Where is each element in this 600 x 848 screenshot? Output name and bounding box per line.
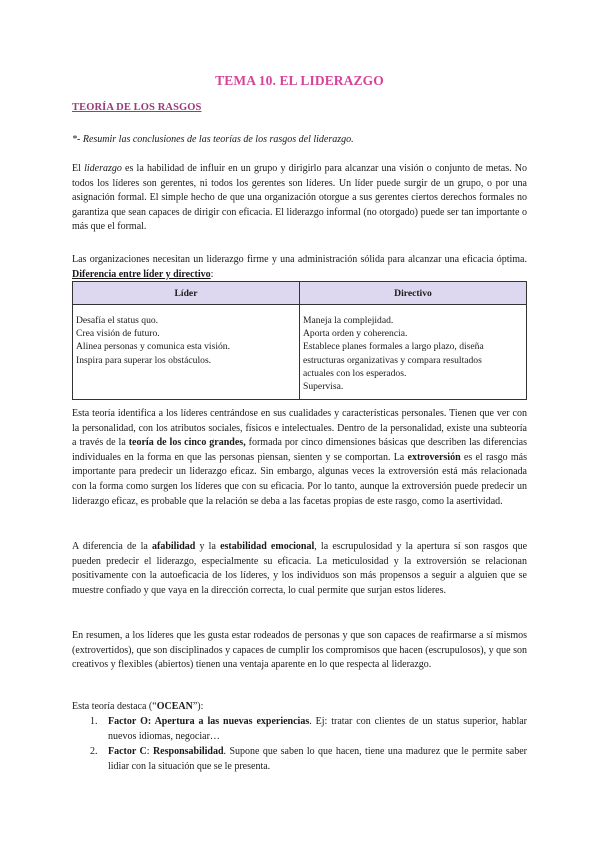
difference-heading: Diferencia entre líder y directivo [72, 268, 211, 280]
page-title: TEMA 10. EL LIDERAZGO [215, 73, 384, 88]
paragraph-summary: En resumen, a los líderes que les gusta estar rodeados de personas y que son capaces de reafirmarse a sí mismos (extrovertidos), que son disciplinados y capaces de cumplir los compromisos que hacen (escrupulosos), y que son creativos y flexibles (abiertos) tienen una ventaja aparente en lo que respecta al liderazgo. [72, 630, 527, 671]
term-ocean: OCEAN [156, 701, 193, 712]
leader-item: Desafía el status quo. [76, 315, 159, 326]
paragraph-traits: A diferencia de la afabilidad y la estabilidad emocional, la escrupulosidad y la apertura sí son rasgos que pueden predecir el liderazgo, especialmente su eficacia. La meticulosidad y la extroversión se relacionan positivamente con la autoeficacia de los líderes, y los individuos son más propensos a seguir a alguien que se muestre confiado y que vaya en la dirección correcta, lo cual permite que surjan estos líderes. [72, 541, 528, 596]
ocean-factor-list [72, 715, 527, 775]
comparison-table [72, 281, 527, 400]
leader-item: Crea visión de futuro. [76, 328, 160, 340]
cell-leader-traits [73, 305, 300, 400]
manager-item: actuales con los esperados. [303, 367, 407, 379]
paragraph-big-five: Esta teoría identifica a los líderes centrándose en sus cualidades y características personales. Tienen que ver con la personalidad, con los atributos sociales, físicos e intelectuales. Dentro de la personalidad, existe una subteoría a través de la teoría de los cinco grandes, formada por cinco dimensiones básicas que describen las diferencias individuales en la forma en que las personas piensan, sienten y se comportan. La extroversión es el rasgo más importante para predecir un liderazgo eficaz. Sin embargo, algunas veces la extroversión está más relacionada con la forma como surgen los líderes que con su eficacia. Por lo tanto, aunque la extroversión puede predecir un liderazgo eficaz, es probable que la relación se deba a las facetas propias de este rasgo, como la asertividad. [72, 408, 527, 507]
factor-c-label: Factor C [108, 746, 147, 758]
term-liderazgo: liderazgo [84, 163, 122, 174]
leader-item: Inspira para superar los obstáculos. [76, 354, 212, 366]
list-number: 1. [90, 716, 98, 727]
header-leader: Líder [73, 282, 300, 305]
term-big-five: teoría de los cinco grandes, [128, 437, 246, 449]
list-number: 2. [90, 746, 98, 758]
term-extroversion: extroversión [407, 451, 461, 463]
section-heading: TEORÍA DE LOS RASGOS [72, 102, 202, 113]
paragraph-definition: El liderazgo es la habilidad de influir en un grupo y dirigirlo para alcanzar una visión o conjunto de metas. No todos los líderes son gerentes, ni todos los gerentes son líderes. Un líder puede surgir de un grupo, o por una asignación formal. El simple hecho de que una organización otorgue a sus gerentes ciertos derechos formales no garantiza que sean capaces de dirigir con eficacia. El liderazgo informal (no otorgado) puede ser tan importante o más que el formal. [72, 163, 528, 233]
term-afabilidad: afabilidad [151, 541, 196, 552]
paragraph-ocean-intro: Esta teoría destaca (“OCEAN”): [72, 701, 204, 712]
manager-item: Establece planes formales a largo plazo, diseña [303, 341, 484, 353]
manager-item: Aporta orden y coherencia. [303, 328, 408, 340]
manager-item: Maneja la complejidad. [303, 315, 394, 326]
paragraph-organizations: Las organizaciones necesitan un liderazgo firme y una administración sólida para alcanzar una eficacia óptima. Diferencia entre líder y directivo: [72, 254, 527, 280]
leader-item: Alinea personas y comunica esta visión. [76, 341, 230, 353]
list-item: 2. Factor C: Responsabilidad. Supone que saben lo que hacen, tiene una madurez que le permite saber lidiar con la situación que se le presenta. [90, 746, 528, 772]
list-item: 1. Factor O: Apertura a las nuevas experiencias. Ej: tratar con clientes de un status superior, hablar nuevos idiomas, negociar… [90, 716, 527, 742]
manager-item: Supervisa. [303, 381, 344, 393]
factor-c-name: Responsabilidad [152, 746, 224, 758]
factor-o-label: Factor O: Apertura a las nuevas experiencias [108, 716, 310, 727]
term-estabilidad: estabilidad emocional [220, 541, 315, 552]
header-manager: Directivo [300, 282, 527, 305]
manager-item: estructuras organizativas y compara resultados [303, 354, 482, 366]
exercise-prompt: *- Resumir las conclusiones de las teorías de los rasgos del liderazgo. [72, 134, 354, 145]
cell-manager-traits [300, 305, 527, 400]
